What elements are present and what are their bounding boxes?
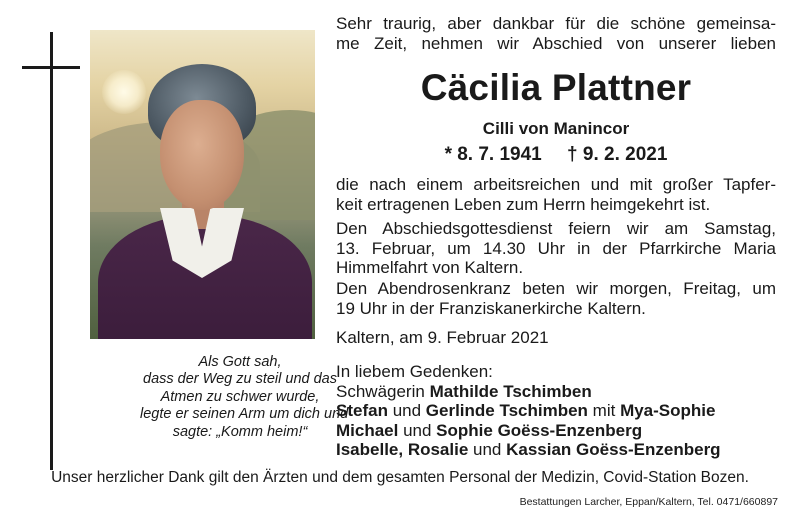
deceased-name: Cäcilia Plattner	[420, 67, 692, 108]
life-line: keit ertragenen Leben zum Herrn heimgekehrt ist.	[336, 194, 711, 214]
mourner-line: Michael und Sophie Goëss-Enzenberg	[336, 420, 643, 440]
death-date: † 9. 2. 2021	[567, 144, 668, 165]
thanks-note: Unser herzlicher Dank gilt den Ärzten und dem gesamten Personal der Medizin, Covid-Station Bozen.	[51, 469, 749, 486]
poem-line: dass der Weg zu steil und das	[143, 371, 337, 388]
rosary-line: 19 Uhr in der Franziskanerkirche Kaltern.	[336, 298, 646, 318]
intro-line: me Zeit, nehmen wir Abschied von unserer lieben	[336, 33, 776, 53]
cross-icon	[50, 32, 53, 470]
place-date	[336, 328, 776, 348]
rosary-text	[336, 279, 776, 318]
service-line: Den Abschiedsgottesdienst feiern wir am Samstag,	[336, 219, 776, 238]
life-dates	[336, 144, 776, 166]
service-line: 13. Februar, um 14.30 Uhr in der Pfarrkirche Maria	[336, 238, 776, 258]
poem-line: Atmen zu schwer wurde,	[160, 388, 320, 405]
life-line: die nach einem arbeitsreichen und mit großer Tapfer-	[336, 175, 776, 194]
life-text	[336, 175, 776, 214]
nickname: Cilli von Manincor	[482, 119, 630, 138]
service-line: Himmelfahrt von Kaltern.	[336, 258, 524, 278]
cross-icon-bar	[22, 66, 80, 69]
poem	[140, 354, 349, 441]
memory-label: In liebem Gedenken:	[336, 362, 493, 381]
rosary-line: Den Abendrosenkranz beten wir morgen, Freitag, um	[336, 279, 776, 298]
poem-line: Als Gott sah,	[198, 354, 282, 370]
poem-line: legte er seinen Arm um dich und	[140, 406, 349, 423]
funeral-home-imprint: Bestattungen Larcher, Eppan/Kaltern, Tel. 0471/660897	[519, 496, 778, 508]
poem-line: sagte: „Komm heim!“	[172, 423, 308, 440]
mourner-line: Schwägerin Mathilde Tschimben	[336, 381, 592, 401]
birth-date: * 8. 7. 1941	[444, 144, 542, 165]
intro-text	[336, 14, 776, 53]
mourners	[336, 362, 776, 460]
intro-line: Sehr traurig, aber dankbar für die schöne gemeinsa-	[336, 14, 776, 33]
place-date-line: Kaltern, am 9. Februar 2021	[336, 328, 549, 347]
mourner-line: Stefan und Gerlinde Tschimben mit Mya-Sophie	[336, 401, 716, 421]
mourner-line: Isabelle, Rosalie und Kassian Goëss-Enzenberg	[336, 440, 721, 460]
portrait-photo	[90, 30, 315, 339]
service-text	[336, 219, 776, 278]
